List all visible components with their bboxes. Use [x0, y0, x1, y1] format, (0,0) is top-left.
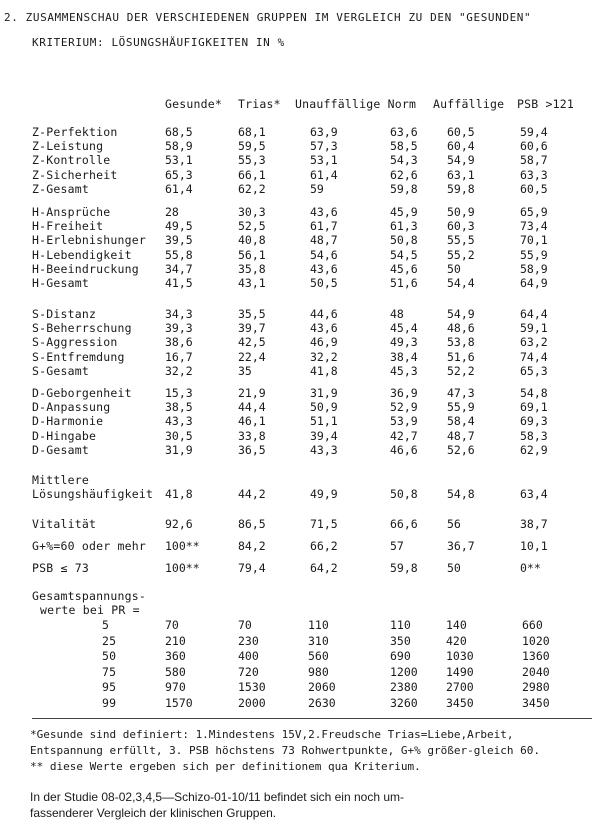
table-cell: 58,9 [165, 139, 193, 154]
table-cell: 400 [238, 649, 259, 664]
table-cell: 100** [165, 561, 200, 575]
footnote-line-3: ** diese Werte ergeben sich per definitionem qua Kriterium. [30, 760, 421, 773]
table-cell: 55,3 [238, 153, 266, 168]
column-header: Auffällige [433, 97, 505, 111]
table-cell: 43,3 [310, 442, 338, 457]
row-label: werte bei PR = [40, 603, 140, 617]
row-label: Z-Perfektion [32, 125, 118, 139]
row-label: Mittlere [32, 473, 89, 487]
table-cell: 110 [390, 618, 411, 632]
table-cell: 58,5 [390, 139, 418, 154]
table-cell: 36,9 [390, 386, 418, 400]
row-label: H-Erlebnishunger [32, 233, 146, 248]
table-cell: 45,9 [390, 205, 418, 219]
row-label: Gesamtspannungs- [32, 589, 146, 603]
table-cell: 140 [446, 618, 467, 632]
table-cell: 45,6 [390, 261, 418, 276]
table-cell: 230 [238, 633, 259, 648]
table-cell: 59,4 [520, 125, 548, 139]
table-cell: 60,6 [520, 139, 548, 154]
table-cell: 65,9 [520, 205, 548, 219]
table-cell: 54,3 [390, 153, 418, 168]
table-cell: 53,8 [447, 335, 475, 350]
table-cell: 28 [165, 205, 179, 219]
table-cell: 71,5 [310, 517, 338, 531]
row-label: G+%=60 oder mehr [32, 539, 146, 553]
table-cell: 52,2 [447, 363, 475, 378]
table-cell: 21,9 [238, 386, 266, 400]
table-cell: 35,8 [238, 261, 266, 276]
table-cell: 68,5 [165, 125, 193, 139]
table-cell: 41,5 [165, 276, 193, 290]
table-cell: 55,2 [447, 247, 475, 262]
table-cell: 61,7 [310, 219, 338, 234]
table-cell: 2380 [390, 680, 418, 695]
table-cell: 100** [165, 539, 200, 553]
table-cell: 980 [308, 664, 329, 679]
table-cell: 53,1 [165, 153, 193, 168]
table-cell: 59 [310, 181, 324, 196]
table-cell: 3450 [522, 696, 550, 710]
table-cell: 42,7 [390, 428, 418, 443]
table-cell: 560 [308, 649, 329, 664]
percentile-label: 25 [102, 633, 117, 648]
table-cell: 63,1 [447, 167, 475, 182]
table-cell: 64,9 [520, 276, 548, 290]
table-cell: 33,8 [238, 428, 266, 443]
table-cell: 63,3 [520, 167, 548, 182]
table-cell: 310 [308, 633, 329, 648]
table-cell: 74,4 [520, 349, 548, 364]
table-cell: 65,3 [165, 167, 193, 182]
table-cell: 92,6 [165, 517, 193, 531]
table-cell: 45,4 [390, 321, 418, 336]
table-cell: 42,5 [238, 335, 266, 350]
row-label: H-Beeindruckung [32, 261, 139, 276]
page-title: 2. ZUSAMMENSCHAU DER VERSCHIEDENEN GRUPPEN IM VERGLEICH ZU DEN "GESUNDEN" [4, 11, 532, 24]
table-cell: 50,9 [447, 205, 475, 219]
table-cell: 59,8 [390, 181, 418, 196]
table-cell: 110 [308, 618, 329, 632]
table-cell: 57,3 [310, 139, 338, 154]
table-cell: 66,6 [390, 517, 418, 531]
table-cell: 45,3 [390, 363, 418, 378]
table-cell: 56 [447, 517, 461, 531]
table-cell: 63,6 [390, 125, 418, 139]
row-label: D-Anpassung [32, 400, 111, 415]
table-cell: 70 [165, 618, 179, 632]
table-cell: 43,1 [238, 276, 266, 290]
table-cell: 70 [238, 618, 252, 632]
table-cell: 350 [390, 633, 411, 648]
table-cell: 32,2 [310, 349, 338, 364]
row-label: S-Entfremdung [32, 349, 125, 364]
percentile-label: 50 [102, 649, 117, 664]
table-cell: 54,4 [447, 276, 475, 290]
table-cell: 360 [165, 649, 186, 664]
table-cell: 1200 [390, 664, 418, 679]
footnote-line-2: Entspannung erfüllt, 3. PSB höchstens 73 Rohwertpunkte, G+% größer-gleich 60. [30, 744, 540, 757]
table-cell: 60,4 [447, 139, 475, 154]
table-cell: 48,7 [310, 233, 338, 248]
table-cell: 51,1 [310, 414, 338, 429]
table-cell: 50 [447, 561, 461, 575]
row-label: H-Gesamt [32, 276, 89, 290]
table-cell: 59,1 [520, 321, 548, 336]
table-cell: 38,4 [390, 349, 418, 364]
row-label: S-Gesamt [32, 363, 89, 378]
table-cell: 30,5 [165, 428, 193, 443]
table-cell: 1020 [522, 633, 550, 648]
table-cell: 22,4 [238, 349, 266, 364]
row-label: S-Beherrschung [32, 321, 132, 336]
table-cell: 66,1 [238, 167, 266, 182]
table-cell: 2040 [522, 664, 550, 679]
table-cell: 79,4 [238, 561, 266, 575]
table-cell: 59,8 [447, 181, 475, 196]
table-cell: 58,7 [520, 153, 548, 168]
row-label: H-Lebendigkeit [32, 247, 132, 262]
table-cell: 32,2 [165, 363, 193, 378]
table-cell: 580 [165, 664, 186, 679]
table-cell: 55,8 [165, 247, 193, 262]
table-cell: 44,4 [238, 400, 266, 415]
table-cell: 2630 [308, 696, 336, 710]
table-cell: 970 [165, 680, 186, 695]
column-header: PSB >121 [517, 97, 574, 111]
table-cell: 30,3 [238, 205, 266, 219]
table-cell: 41,8 [310, 363, 338, 378]
table-cell: 39,3 [165, 321, 193, 336]
study-note-line-1: In der Studie 08-02,3,4,5—Schizo-01-10/11 befindet sich ein noch um- [30, 790, 405, 804]
table-cell: 69,3 [520, 414, 548, 429]
table-cell: 52,5 [238, 219, 266, 234]
table-cell: 48,7 [447, 428, 475, 443]
row-label: Z-Sicherheit [32, 167, 118, 182]
table-cell: 36,5 [238, 442, 266, 457]
table-cell: 54,9 [447, 153, 475, 168]
table-cell: 34,3 [165, 307, 193, 321]
table-cell: 54,6 [310, 247, 338, 262]
table-cell: 53,1 [310, 153, 338, 168]
table-cell: 63,2 [520, 335, 548, 350]
table-cell: 3450 [446, 696, 474, 710]
row-label: D-Geborgenheit [32, 386, 132, 400]
table-cell: 54,8 [447, 487, 475, 501]
table-cell: 51,6 [447, 349, 475, 364]
table-cell: 40,8 [238, 233, 266, 248]
table-cell: 62,9 [520, 442, 548, 457]
table-cell: 54,8 [520, 386, 548, 400]
table-cell: 41,8 [165, 487, 193, 501]
table-cell: 420 [446, 633, 467, 648]
table-cell: 60,3 [447, 219, 475, 234]
table-cell: 61,4 [310, 167, 338, 182]
table-cell: 64,4 [520, 307, 548, 321]
table-cell: 46,1 [238, 414, 266, 429]
table-cell: 54,5 [390, 247, 418, 262]
table-cell: 43,6 [310, 205, 338, 219]
table-cell: 59,8 [390, 561, 418, 575]
table-cell: 62,6 [390, 167, 418, 182]
table-cell: 48,6 [447, 321, 475, 336]
table-cell: 0** [520, 561, 541, 575]
table-cell: 31,9 [165, 442, 193, 457]
table-cell: 56,1 [238, 247, 266, 262]
table-cell: 38,5 [165, 400, 193, 415]
table-cell: 2000 [238, 696, 266, 710]
table-cell: 38,6 [165, 335, 193, 350]
table-cell: 47,3 [447, 386, 475, 400]
table-cell: 53,9 [390, 414, 418, 429]
table-cell: 50,8 [390, 233, 418, 248]
table-cell: 16,7 [165, 349, 193, 364]
table-cell: 39,4 [310, 428, 338, 443]
table-cell: 35 [238, 363, 252, 378]
row-label: PSB ≤ 73 [32, 561, 89, 575]
row-label: Vitalität [32, 517, 97, 531]
table-cell: 49,3 [390, 335, 418, 350]
table-cell: 50,8 [390, 487, 418, 501]
table-cell: 58,4 [447, 414, 475, 429]
table-cell: 44,6 [310, 307, 338, 321]
table-cell: 34,7 [165, 261, 193, 276]
table-cell: 69,1 [520, 400, 548, 415]
table-cell: 51,6 [390, 276, 418, 290]
table-cell: 1570 [165, 696, 193, 710]
study-note-line-2: fassenderer Vergleich der klinischen Gruppen. [30, 806, 277, 820]
table-cell: 49,5 [165, 219, 193, 234]
table-cell: 1360 [522, 649, 550, 664]
footnote-line-1: *Gesunde sind definiert: 1.Mindestens 15V,2.Freudsche Trias=Liebe,Arbeit, [30, 728, 514, 741]
column-header: Unauffällige Norm [295, 97, 417, 111]
table-cell: 65,3 [520, 363, 548, 378]
table-cell: 210 [165, 633, 186, 648]
table-cell: 1530 [238, 680, 266, 695]
table-cell: 720 [238, 664, 259, 679]
table-cell: 64,2 [310, 561, 338, 575]
table-cell: 35,5 [238, 307, 266, 321]
table-cell: 31,9 [310, 386, 338, 400]
table-cell: 36,7 [447, 539, 475, 553]
table-cell: 50,9 [310, 400, 338, 415]
table-cell: 73,4 [520, 219, 548, 234]
table-cell: 55,9 [447, 400, 475, 415]
row-label: H-Freiheit [32, 219, 104, 234]
table-cell: 1490 [446, 664, 474, 679]
table-cell: 52,6 [447, 442, 475, 457]
table-cell: 15,3 [165, 386, 193, 400]
table-cell: 10,1 [520, 539, 548, 553]
row-label: D-Gesamt [32, 442, 89, 457]
table-cell: 63,4 [520, 487, 548, 501]
footnote-divider [32, 718, 592, 719]
table-cell: 63,9 [310, 125, 338, 139]
table-cell: 3260 [390, 696, 418, 710]
table-cell: 86,5 [238, 517, 266, 531]
table-cell: 2980 [522, 680, 550, 695]
table-cell: 58,3 [520, 428, 548, 443]
table-cell: 46,9 [310, 335, 338, 350]
row-label: D-Harmonie [32, 414, 104, 429]
table-cell: 66,2 [310, 539, 338, 553]
row-label: Z-Kontrolle [32, 153, 111, 168]
percentile-label: 99 [102, 696, 117, 710]
table-cell: 2700 [446, 680, 474, 695]
table-cell: 660 [522, 618, 543, 632]
table-cell: 59,5 [238, 139, 266, 154]
table-cell: 58,9 [520, 261, 548, 276]
table-cell: 61,4 [165, 181, 193, 196]
column-header: Gesunde* [165, 97, 222, 111]
table-cell: 84,2 [238, 539, 266, 553]
table-cell: 52,9 [390, 400, 418, 415]
table-cell: 38,7 [520, 517, 548, 531]
table-cell: 49,9 [310, 487, 338, 501]
table-cell: 39,7 [238, 321, 266, 336]
table-cell: 44,2 [238, 487, 266, 501]
percentile-label: 5 [102, 618, 110, 632]
table-cell: 43,6 [310, 321, 338, 336]
table-cell: 690 [390, 649, 411, 664]
page-subtitle: KRITERIUM: LÖSUNGSHÄUFIGKEITEN IN % [32, 36, 285, 49]
row-label: D-Hingabe [32, 428, 97, 443]
row-label: S-Distanz [32, 307, 97, 321]
table-cell: 2060 [308, 680, 336, 695]
table-cell: 57 [390, 539, 404, 553]
table-cell: 48 [390, 307, 404, 321]
table-cell: 62,2 [238, 181, 266, 196]
table-cell: 50,5 [310, 276, 338, 290]
table-cell: 60,5 [520, 181, 548, 196]
table-cell: 1030 [446, 649, 474, 664]
table-cell: 55,9 [520, 247, 548, 262]
table-cell: 43,3 [165, 414, 193, 429]
table-cell: 50 [447, 261, 461, 276]
table-cell: 68,1 [238, 125, 266, 139]
table-cell: 70,1 [520, 233, 548, 248]
percentile-label: 75 [102, 664, 117, 679]
table-cell: 55,5 [447, 233, 475, 248]
column-header: Trias* [238, 97, 281, 111]
table-cell: 43,6 [310, 261, 338, 276]
table-cell: 39,5 [165, 233, 193, 248]
row-label: Z-Leistung [32, 139, 104, 154]
row-label: Z-Gesamt [32, 181, 89, 196]
row-label: H-Ansprüche [32, 205, 111, 219]
table-cell: 46,6 [390, 442, 418, 457]
table-cell: 61,3 [390, 219, 418, 234]
table-cell: 54,9 [447, 307, 475, 321]
row-label: Lösungshäufigkeit [32, 487, 154, 501]
table-cell: 60,5 [447, 125, 475, 139]
percentile-label: 95 [102, 680, 117, 695]
row-label: S-Aggression [32, 335, 118, 350]
